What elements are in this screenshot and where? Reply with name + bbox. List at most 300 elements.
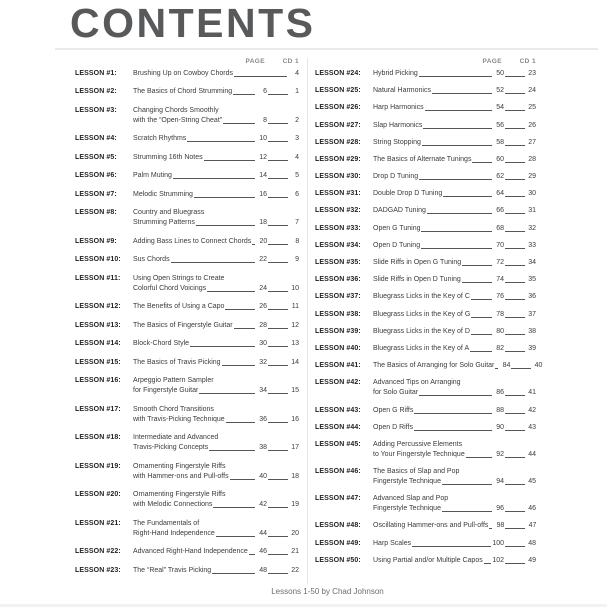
dot-leader	[209, 450, 255, 451]
dot-leader	[216, 536, 255, 537]
dot-leader-cd	[505, 248, 525, 249]
dot-leader	[230, 479, 255, 480]
lesson-entry-line	[133, 529, 299, 539]
dot-leader	[443, 196, 492, 197]
lesson-entry	[373, 172, 536, 182]
lesson-entry-line	[373, 361, 543, 371]
lesson-row	[315, 69, 536, 79]
dot-leader-cd	[268, 554, 288, 555]
footer-credit: Lessons 1-50 by Chad Johnson	[271, 587, 384, 596]
page-number: 28	[259, 321, 267, 329]
lesson-title: Slide Riffs in Open D Tuning	[373, 276, 461, 284]
lesson-number-label: LESSON #28:	[315, 138, 361, 146]
lesson-title: with Hammer-ons and Pull-offs	[133, 472, 229, 480]
cd-track-number: 34	[528, 259, 536, 266]
lesson-entry	[373, 378, 536, 398]
page-number: 34	[259, 387, 267, 395]
lesson-entry-line	[373, 103, 536, 113]
lesson-entry	[133, 106, 299, 126]
lesson-entry	[133, 376, 299, 396]
lesson-entry	[373, 361, 543, 371]
lesson-entry	[373, 241, 536, 251]
lesson-number-label: LESSON #42:	[315, 379, 361, 387]
lesson-title: Palm Muting	[133, 172, 172, 180]
dot-leader	[226, 422, 255, 423]
dot-leader	[414, 430, 492, 431]
lesson-entry	[133, 405, 299, 425]
lesson-entry	[133, 153, 299, 163]
lesson-title: Using Partial and/or Multiple Capos	[373, 556, 483, 564]
lesson-row	[75, 321, 299, 331]
lesson-title: Natural Harmonics	[373, 87, 431, 95]
dot-leader	[419, 179, 492, 180]
lesson-entry	[133, 69, 299, 79]
lesson-title: Slap Harmonics	[373, 121, 423, 129]
lesson-entry-line	[373, 327, 536, 337]
dot-leader-cd	[505, 528, 525, 529]
lesson-title-line: Smooth Chord Transitions	[133, 405, 214, 413]
toc-column-left	[75, 58, 299, 585]
lesson-number-label: LESSON #26:	[315, 104, 361, 112]
lesson-row	[315, 310, 536, 320]
lesson-row	[315, 275, 536, 285]
cd-track-number: 27	[528, 138, 536, 146]
lesson-row	[75, 134, 299, 144]
lesson-entry	[373, 494, 536, 514]
dot-leader-cd	[505, 265, 525, 266]
lesson-title: Open G Riffs	[373, 406, 414, 414]
lesson-number-label: LESSON #17:	[75, 405, 121, 413]
cd-track-number: 29	[528, 173, 536, 181]
lesson-title-line: Using Open Strings to Create	[133, 274, 225, 282]
lesson-number-label: LESSON #37:	[315, 293, 361, 301]
cd-column-header: CD 1	[519, 57, 536, 65]
lesson-entry-line	[133, 218, 299, 228]
cd-track-number: 17	[291, 444, 299, 452]
lesson-row	[315, 103, 536, 113]
lesson-entry-line	[373, 275, 536, 285]
dot-leader-cd	[505, 76, 525, 77]
page-number: 102	[492, 556, 504, 564]
cd-track-number: 49	[528, 556, 536, 564]
dot-leader-cd	[505, 395, 525, 396]
page-number: 22	[259, 256, 267, 264]
lesson-row	[75, 358, 299, 368]
dot-leader	[213, 507, 255, 508]
lesson-title: Bluegrass Licks in the Key of C	[373, 293, 470, 301]
lesson-title-line: Intermediate and Advanced	[133, 434, 219, 442]
lesson-title: Travis-Picking Concepts	[133, 444, 209, 452]
dot-leader-cd	[268, 225, 288, 226]
dot-leader	[212, 573, 255, 574]
lesson-title-line: Ornamenting Fingerstyle Riffs	[133, 491, 226, 499]
dot-leader	[471, 334, 492, 335]
lesson-title: Hybrid Picking	[373, 69, 418, 77]
dot-leader	[462, 282, 492, 283]
dot-leader-cd	[505, 231, 525, 232]
lesson-entry	[373, 292, 536, 302]
lesson-entry-line	[133, 302, 299, 312]
cd-track-number: 6	[295, 190, 299, 198]
dot-leader	[419, 76, 492, 77]
dot-leader-cd	[505, 430, 525, 431]
cd-track-number: 3	[295, 135, 299, 143]
cd-track-number: 11	[291, 303, 299, 311]
lesson-entry-line	[373, 172, 536, 182]
dot-leader-cd	[268, 262, 288, 263]
lesson-title: DADGAD Tuning	[373, 207, 426, 215]
lesson-title: Colorful Chord Voicings	[133, 284, 207, 292]
lesson-row	[315, 327, 536, 337]
dot-leader-cd	[268, 141, 288, 142]
lesson-entry	[373, 138, 536, 148]
page-number: 70	[496, 241, 504, 249]
lesson-row	[315, 378, 536, 398]
page-number: 46	[259, 548, 267, 556]
lesson-entry-line	[373, 258, 536, 268]
dot-leader	[422, 145, 492, 146]
dot-leader	[421, 231, 492, 232]
cd-track-number: 25	[528, 104, 536, 112]
page-number: 30	[259, 340, 267, 348]
dot-leader-cd	[268, 94, 288, 95]
lesson-title: The Benefits of Using a Capo	[133, 303, 225, 311]
dot-leader	[199, 393, 255, 394]
dot-leader-cd	[505, 546, 525, 547]
lesson-title: Open D Tuning	[373, 241, 421, 249]
lesson-number-label: LESSON #7:	[75, 190, 117, 198]
lesson-title: for Solo Guitar	[373, 389, 419, 397]
dot-leader	[187, 141, 255, 142]
dot-leader	[223, 123, 255, 124]
lesson-number-label: LESSON #41:	[315, 362, 361, 370]
page-column-header: PAGE	[482, 57, 502, 65]
dot-leader-cd	[505, 351, 525, 352]
cd-track-number: 45	[528, 478, 536, 486]
lesson-title-line: Advanced Slap and Pop	[373, 495, 449, 503]
lesson-title: Block-Chord Style	[133, 340, 190, 348]
lesson-title: Double Drop D Tuning	[373, 190, 443, 198]
dot-leader-cd	[505, 179, 525, 180]
page-number: 58	[496, 138, 504, 146]
lesson-entry-line	[373, 241, 536, 251]
lesson-number-label: LESSON #9:	[75, 237, 117, 245]
lesson-entry	[133, 190, 299, 200]
page-number: 42	[259, 501, 267, 509]
page-number: 74	[496, 276, 504, 284]
lesson-title: String Stopping	[373, 138, 421, 146]
page-number: 98	[496, 522, 505, 530]
lesson-number-label: LESSON #13:	[75, 321, 121, 329]
lesson-entry	[373, 556, 536, 566]
lesson-row	[75, 190, 299, 200]
dot-leader-cd	[511, 368, 531, 369]
lesson-title: Advanced Right-Hand Independence	[133, 548, 248, 556]
dot-leader	[471, 317, 492, 318]
lesson-entry-line	[373, 206, 536, 216]
lesson-title: Oscillating Hammer-ons and Pull-offs	[373, 522, 489, 530]
dot-leader-cd	[268, 291, 288, 292]
lesson-entry-line	[373, 69, 536, 79]
lesson-title: Open D Riffs	[373, 423, 413, 431]
dot-leader-cd	[505, 93, 525, 94]
lesson-title: The Basics of Chord Strumming	[133, 88, 233, 96]
lesson-title: The Basics of Alternate Tunings	[373, 155, 472, 163]
lesson-entry	[133, 519, 299, 539]
lesson-row	[75, 153, 299, 163]
lesson-entry-line	[133, 472, 299, 482]
lesson-entry	[133, 321, 299, 331]
dot-leader	[233, 94, 255, 95]
dot-leader	[425, 110, 492, 111]
lesson-entry	[133, 462, 299, 482]
dot-leader-cd	[505, 317, 525, 318]
cd-track-number: 7	[295, 219, 299, 227]
dot-leader	[466, 457, 492, 458]
lesson-entry-line	[373, 138, 536, 148]
lesson-number-label: LESSON #44:	[315, 423, 361, 431]
lesson-row	[315, 423, 536, 433]
lesson-entry-line	[373, 189, 536, 199]
lesson-number-label: LESSON #30:	[315, 173, 361, 181]
page-number: 10	[259, 135, 267, 143]
dot-leader	[427, 213, 492, 214]
cd-track-number: 21	[291, 548, 299, 556]
lesson-title-line: Changing Chords Smoothly	[133, 106, 219, 114]
cd-track-number: 32	[528, 224, 536, 232]
page-number: 84	[502, 362, 511, 370]
lesson-number-label: LESSON #50:	[315, 556, 361, 564]
lesson-entry	[373, 103, 536, 113]
page-number: 52	[496, 87, 504, 95]
lesson-entry-line	[133, 443, 299, 453]
lesson-entry	[133, 87, 299, 97]
lesson-number-label: LESSON #35:	[315, 259, 361, 266]
lesson-title: to Your Fingerstyle Technique	[373, 450, 465, 458]
lesson-entry-line	[373, 121, 536, 131]
lesson-row	[75, 339, 299, 349]
column-divider-line	[307, 58, 308, 585]
lesson-entry-line	[133, 339, 299, 349]
lesson-entry	[133, 566, 299, 576]
page-number: 4	[295, 69, 299, 77]
dot-leader-cd	[268, 328, 288, 329]
lesson-row	[315, 121, 536, 131]
page-title: CONTENTS	[70, 0, 316, 46]
dot-leader	[470, 351, 492, 352]
dot-leader	[419, 395, 492, 396]
lesson-number-label: LESSON #3:	[75, 106, 117, 114]
dot-leader	[171, 262, 255, 263]
dot-leader	[471, 299, 492, 300]
page-number: 86	[496, 389, 504, 397]
lesson-number-label: LESSON #19:	[75, 462, 121, 470]
dot-leader	[414, 413, 492, 414]
lesson-entry-line	[133, 171, 299, 181]
dot-leader-cd	[268, 479, 288, 480]
page-number: 64	[496, 190, 504, 198]
lesson-entry-line	[133, 386, 299, 396]
lesson-row	[75, 208, 299, 228]
lesson-number-label: LESSON #43:	[315, 406, 361, 414]
lesson-entry-line	[133, 87, 299, 97]
lesson-title: The Basics of Travis Picking	[133, 358, 221, 366]
dot-leader-cd	[505, 484, 525, 485]
dot-leader-cd	[268, 573, 288, 574]
cd-column-header: CD 1	[282, 57, 299, 65]
lesson-entry	[373, 69, 536, 79]
lesson-entry-line	[373, 556, 536, 566]
lesson-entry-line	[373, 224, 536, 234]
page-number: 14	[259, 172, 267, 180]
lesson-number-label: LESSON #5:	[75, 153, 117, 161]
cd-track-number: 35	[528, 276, 536, 284]
dot-leader	[207, 291, 255, 292]
lesson-entry-line	[373, 450, 536, 460]
lesson-row	[315, 344, 536, 354]
lesson-row	[75, 87, 299, 97]
cd-track-number: 10	[291, 284, 299, 292]
dot-leader-cd	[505, 110, 525, 111]
lesson-number-label: LESSON #11:	[75, 274, 121, 282]
lesson-entry	[373, 539, 536, 549]
page-number: 20	[259, 237, 268, 245]
lesson-row	[75, 237, 299, 247]
lesson-entry	[373, 467, 536, 487]
lesson-number-label: LESSON #12:	[75, 303, 121, 311]
lesson-entry	[133, 274, 299, 294]
lesson-row	[315, 224, 536, 234]
lesson-row	[75, 519, 299, 539]
cd-track-number: 19	[291, 501, 299, 509]
page-number: 40	[259, 472, 267, 480]
lesson-entry	[133, 358, 299, 368]
dot-leader	[421, 248, 492, 249]
lesson-entry	[373, 155, 536, 165]
lesson-number-label: LESSON #14:	[75, 340, 121, 348]
cd-track-number: 44	[528, 450, 536, 458]
dot-leader-cd	[505, 457, 525, 458]
page-number: 48	[259, 566, 267, 574]
dot-leader	[222, 365, 255, 366]
lesson-row	[315, 494, 536, 514]
page-number: 88	[496, 406, 504, 414]
lesson-entry-line	[133, 255, 299, 265]
dot-leader-cd	[268, 365, 288, 366]
lesson-title: Slide Riffs in Open G Tuning	[373, 259, 462, 266]
lesson-title: Fingerstyle Technique	[373, 478, 441, 486]
lesson-title: Strumming 16th Notes	[133, 153, 203, 161]
dot-leader-cd	[268, 123, 288, 124]
page-number: 80	[496, 327, 504, 335]
lesson-number-label: LESSON #47:	[315, 495, 361, 503]
lesson-entry	[133, 433, 299, 453]
lesson-number-label: LESSON #15:	[75, 358, 121, 366]
cd-track-number: 36	[528, 293, 536, 301]
lesson-entry	[373, 406, 536, 416]
cd-track-number: 40	[534, 362, 543, 370]
cd-track-number: 20	[291, 529, 299, 537]
page-number: 76	[496, 293, 504, 301]
lesson-title-line: Ornamenting Fingerstyle Riffs	[133, 462, 226, 470]
page-number: 56	[496, 121, 504, 129]
lesson-entry	[133, 134, 299, 144]
toc-column-right	[315, 57, 543, 585]
lesson-title: with Travis-Picking Technique	[133, 415, 225, 423]
lesson-row	[315, 138, 536, 148]
page-number: 32	[259, 358, 267, 366]
lesson-entry	[373, 440, 536, 460]
dot-leader-cd	[505, 413, 525, 414]
page-number: 90	[496, 423, 504, 431]
lesson-row	[315, 467, 536, 487]
lesson-title: Harp Scales	[373, 539, 412, 547]
lesson-entry	[373, 206, 536, 216]
lesson-entry	[373, 344, 536, 354]
cd-track-number: 33	[528, 241, 536, 249]
lesson-row	[315, 241, 536, 251]
cd-track-number: 23	[528, 69, 536, 77]
dot-leader-cd	[505, 511, 525, 512]
lesson-entry-line	[373, 477, 536, 487]
lesson-number-label: LESSON #36:	[315, 276, 361, 284]
lesson-entry-line	[373, 344, 536, 354]
lesson-entry-line	[373, 155, 536, 165]
lesson-title: Drop D Tuning	[373, 173, 419, 181]
lesson-title-line: Arpeggio Pattern Sampler	[133, 377, 214, 385]
cd-track-number: 24	[528, 87, 536, 95]
dot-leader-cd	[268, 160, 288, 161]
lesson-number-label: LESSON #23:	[75, 566, 121, 574]
dot-leader	[252, 244, 255, 245]
lesson-entry	[133, 237, 299, 247]
lesson-row	[75, 302, 299, 312]
lesson-entry-line	[373, 423, 536, 433]
lesson-entry-line	[373, 521, 536, 531]
lesson-title: for Fingerstyle Guitar	[133, 387, 199, 395]
lesson-entry	[373, 258, 536, 268]
cd-track-number: 22	[291, 566, 299, 574]
dot-leader-cd	[268, 309, 288, 310]
dot-leader	[412, 546, 491, 547]
dot-leader	[432, 93, 492, 94]
lesson-entry-line	[133, 358, 299, 368]
dot-leader	[173, 178, 255, 179]
lesson-entry-line	[133, 500, 299, 510]
page-number: 78	[496, 310, 504, 318]
cd-track-number: 43	[528, 423, 536, 431]
lesson-row	[75, 255, 299, 265]
lesson-number-label: LESSON #29:	[315, 155, 361, 163]
dot-leader	[234, 76, 287, 77]
dot-leader	[442, 511, 492, 512]
lesson-entry	[373, 521, 536, 531]
lesson-row	[315, 155, 536, 165]
dot-leader-cd	[505, 334, 525, 335]
lesson-entry	[373, 86, 536, 96]
lesson-row	[315, 172, 536, 182]
page-number: 96	[496, 505, 504, 513]
page-number: 16	[259, 190, 267, 198]
lesson-number-label: LESSON #45:	[315, 440, 361, 448]
lesson-entry	[373, 310, 536, 320]
lesson-row	[75, 171, 299, 181]
dot-leader	[194, 197, 255, 198]
cd-track-number: 4	[295, 153, 299, 161]
lesson-entry-line	[373, 310, 536, 320]
lesson-entry-line	[133, 190, 299, 200]
page-number: 72	[496, 259, 504, 266]
